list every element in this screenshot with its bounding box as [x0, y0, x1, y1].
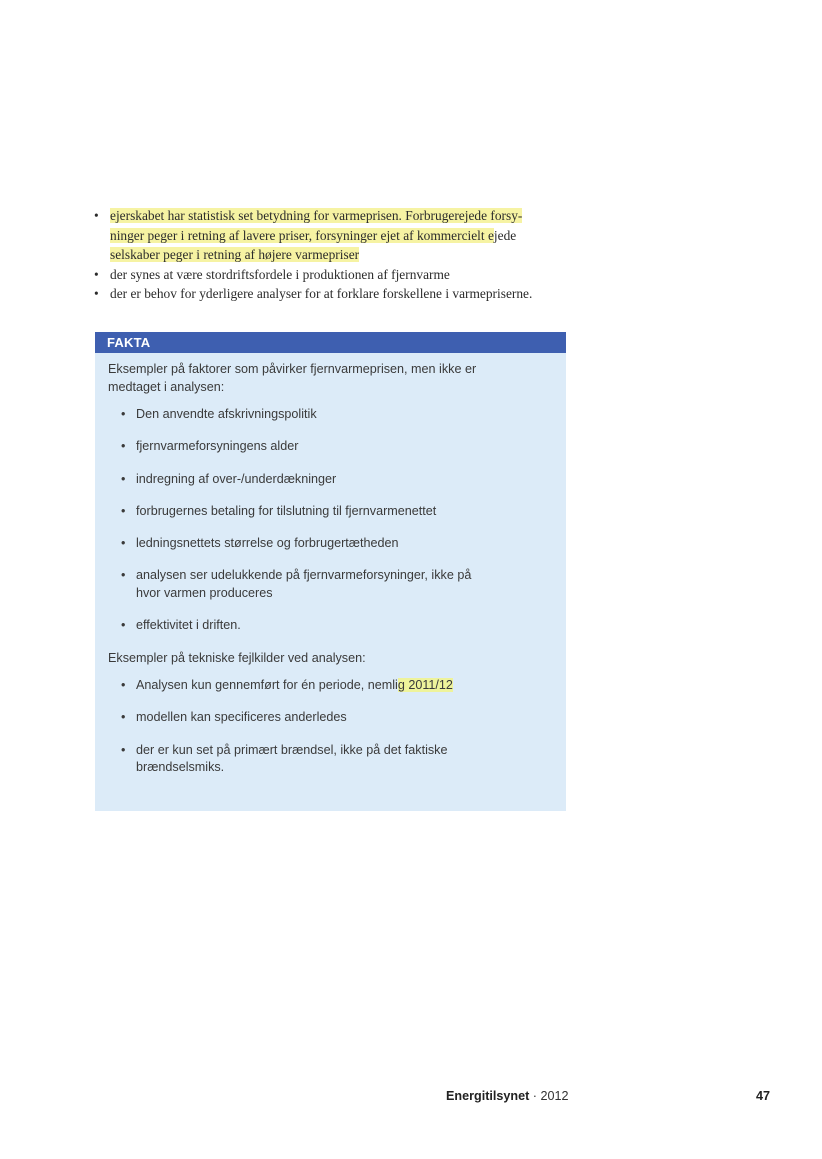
fakta-box — [95, 332, 566, 811]
item-text: der er kun set på primært brændsel, ikke på det faktiske brændselsmiks. — [136, 742, 448, 775]
highlighted-text: selskaber peger i retning af højere varmepriser — [110, 247, 360, 262]
item-text: forbrugernes betaling for tilslutning til fjernvarmenettet — [136, 503, 437, 518]
item-text: Analysen kun gennemført for én periode, nemli — [136, 678, 398, 693]
item-text: Den anvendte afskrivningspolitik — [136, 407, 317, 421]
bullet-dot: • — [121, 618, 126, 633]
highlighted-text: ejerskabet har statistisk set betydning for varmeprisen. Forbrugerejede forsy- — [110, 208, 523, 223]
factor-list — [108, 406, 552, 635]
bullet-dot: • — [121, 471, 126, 486]
bullet-dot: • — [94, 266, 99, 282]
bullet-dot: • — [121, 742, 126, 757]
bullet-dot: • — [121, 407, 126, 421]
list-item — [108, 677, 486, 695]
bullet-dot: • — [121, 710, 126, 725]
bullet-dot: • — [121, 536, 126, 551]
body-text: der synes at være stordriftsfordele i produktionen af fjernvarme — [110, 266, 450, 282]
bullet-dot: • — [121, 439, 126, 454]
list-item — [108, 406, 486, 424]
item-text: effektivitet i driften. — [136, 618, 241, 633]
bullet-list — [92, 206, 582, 304]
bullet-dot: • — [94, 208, 99, 223]
bullet-dot: • — [94, 286, 99, 301]
item-text: ledningsnettets størrelse og forbrugertætheden — [136, 536, 399, 551]
list-item — [108, 535, 486, 553]
list-item — [108, 617, 486, 635]
list-item — [92, 206, 582, 265]
publisher-name: Energitilsynet — [446, 1089, 530, 1103]
bullet-dot: • — [121, 678, 126, 693]
item-text: fjernvarmeforsyningens alder — [136, 439, 299, 454]
bullet-dot: • — [121, 503, 126, 518]
item-text: modellen kan specificeres anderledes — [136, 710, 347, 725]
error-source-list — [108, 677, 552, 777]
fakta-intro: Eksempler på faktorer som påvirker fjernvarmeprisen, men ikke er medtaget i analysen: — [108, 362, 477, 394]
footer-year: 2012 — [540, 1089, 569, 1103]
list-item — [92, 265, 582, 285]
list-item — [108, 503, 486, 521]
list-item — [108, 471, 486, 489]
fakta-title: FAKTA — [95, 332, 566, 353]
list-item — [108, 709, 486, 727]
list-item — [92, 284, 582, 304]
highlighted-text: g 2011/12 — [397, 678, 453, 693]
body-text: jede — [493, 227, 517, 243]
list-item — [108, 742, 486, 777]
fakta-body — [95, 353, 566, 777]
highlighted-text: ninger peger i retning af lavere priser, forsyninger ejet af kommercielt e — [110, 227, 494, 243]
list-item — [108, 438, 486, 456]
bullet-dot: • — [121, 568, 126, 583]
body-text: der er behov for yderligere analyser for at forklare forskellene i varmepriserne. — [110, 286, 533, 301]
page-number: 47 — [756, 1089, 771, 1103]
fakta-intro: Eksempler på tekniske fejlkilder ved analysen: — [108, 650, 366, 665]
list-item — [108, 567, 486, 602]
item-text: analysen ser udelukkende på fjernvarmeforsyninger, ikke på hvor varmen produceres — [136, 568, 472, 600]
item-text: indregning af over-/underdækninger — [136, 471, 337, 486]
footer-separator: · — [529, 1089, 541, 1103]
footer-brand — [446, 1089, 569, 1103]
